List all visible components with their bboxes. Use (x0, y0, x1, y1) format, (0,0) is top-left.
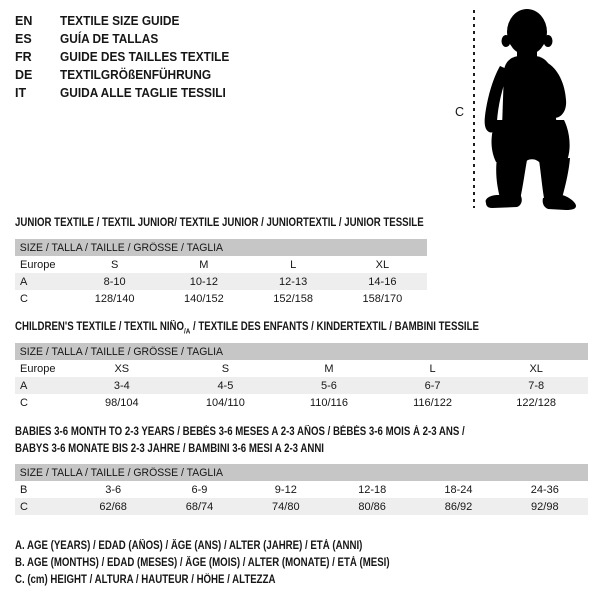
footnote-c: C. (cm) HEIGHT / ALTURA / HAUTEUR / HÖHE / ALTEZZA (15, 574, 276, 586)
table-row (15, 377, 588, 394)
language-code: EN (15, 14, 33, 28)
baby-silhouette-icon (482, 8, 582, 212)
children-section-title (15, 319, 567, 339)
row-label: Europe (20, 362, 56, 375)
children-size-table (15, 343, 588, 411)
junior-size-table (15, 239, 427, 307)
height-measure-label: C (455, 105, 465, 119)
height-measure-line (473, 10, 475, 208)
size-cell: 4-5 (217, 379, 234, 392)
size-cell: L (290, 258, 297, 271)
table-row (15, 498, 588, 515)
size-cell: M (199, 258, 209, 271)
babies-section-title (15, 424, 550, 458)
size-cell: XL (375, 258, 390, 271)
row-label: A (20, 379, 28, 392)
language-row-de (15, 66, 238, 84)
language-label: TEXTILE SIZE GUIDE (60, 14, 180, 28)
size-cell: 5-6 (321, 379, 337, 392)
size-cell: 6-9 (191, 483, 208, 496)
size-cell: 140/152 (183, 292, 224, 305)
language-label: TEXTILGRÖßENFÜHRUNG (60, 68, 212, 82)
size-header-band (15, 239, 427, 256)
size-cell: 152/158 (273, 292, 313, 305)
size-cell: XS (114, 362, 130, 375)
language-code: FR (15, 50, 32, 64)
footnotes (15, 538, 461, 589)
size-header-text: SIZE / TALLA / TAILLE / GRÖSSE / TAGLIA (19, 466, 224, 479)
size-cell: 8-10 (103, 275, 126, 288)
size-cell: 86/92 (444, 500, 473, 513)
babies-size-table (15, 464, 588, 515)
size-header-text: SIZE / TALLA / TAILLE / GRÖSSE / TAGLIA (19, 345, 224, 358)
row-label: C (20, 396, 28, 409)
language-label: GUIDA ALLE TAGLIE TESSILI (60, 86, 226, 100)
size-cell: XL (529, 362, 543, 375)
language-row-fr (15, 48, 238, 66)
size-cell: 12-18 (358, 483, 387, 496)
language-header (15, 12, 238, 102)
size-cell: 9-12 (274, 483, 297, 496)
language-label: GUÍA DE TALLAS (60, 32, 159, 46)
language-row-it (15, 84, 238, 102)
children-title-post: / TEXTILE DES ENFANTS / KINDERTEXTIL / BAMBINI TESSILE (190, 321, 479, 333)
size-cell: 6-7 (424, 379, 441, 392)
size-cell: 3-4 (113, 379, 130, 392)
language-label: GUIDE DES TAILLES TEXTILE (60, 50, 230, 64)
children-title-text (15, 319, 479, 339)
babies-title-line1: BABIES 3-6 MONTH TO 2-3 YEARS / BEBÉS 3-6 MESES A 2-3 AÑOS / BÉBÉS 3-6 MOIS À 2-3 ANS / (15, 426, 465, 438)
language-code: IT (15, 86, 27, 100)
language-row-en (15, 12, 238, 30)
babies-title-line2: BABYS 3-6 MONATE BIS 2-3 JAHRE / BAMBINI 3-6 MESI A 2-3 ANNI (15, 443, 324, 455)
size-cell: 98/104 (104, 396, 139, 409)
size-cell: 128/140 (94, 292, 135, 305)
table-row (15, 290, 427, 307)
children-title-sub: /A (184, 326, 191, 336)
children-title-pre: CHILDREN'S TEXTILE / TEXTIL NIÑO (15, 321, 185, 333)
size-cell: 80/86 (358, 500, 386, 513)
size-cell: 110/116 (309, 396, 349, 409)
size-header-band (15, 343, 588, 360)
table-row (15, 360, 588, 377)
size-cell: 10-12 (189, 275, 218, 288)
size-cell: 3-6 (105, 483, 122, 496)
size-cell: 62/68 (99, 500, 127, 513)
size-cell: 14-16 (368, 275, 397, 288)
language-row-es (15, 30, 238, 48)
size-cell: 74/80 (272, 500, 300, 513)
language-code: DE (15, 68, 33, 82)
table-row (15, 481, 588, 498)
table-row (15, 394, 588, 411)
row-label: C (20, 500, 28, 513)
size-cell: 68/74 (185, 500, 214, 513)
size-header-band (15, 464, 588, 481)
size-cell: S (110, 258, 119, 271)
row-label: A (20, 275, 28, 288)
size-cell: 92/98 (531, 500, 559, 513)
size-cell: M (324, 362, 334, 375)
table-row (15, 256, 427, 273)
size-cell: 7-8 (528, 379, 545, 392)
size-cell: 122/128 (516, 396, 557, 409)
footnote-b: B. AGE (MONTHS) / EDAD (MESES) / ÂGE (MOIS) / ALTER (MONATE) / ETÀ (MESI) (15, 557, 390, 569)
size-cell: L (429, 362, 436, 375)
size-cell: 116/122 (413, 396, 453, 409)
size-cell: 18-24 (444, 483, 473, 496)
size-cell: 104/110 (205, 396, 245, 409)
junior-title-text: JUNIOR TEXTILE / TEXTIL JUNIOR/ TEXTILE JUNIOR / JUNIORTEXTIL / JUNIOR TESSILE (15, 217, 424, 229)
junior-section-title (15, 215, 501, 232)
size-cell: 12-13 (279, 275, 308, 288)
size-cell: S (221, 362, 230, 375)
footnote-a: A. AGE (YEARS) / EDAD (AÑOS) / ÂGE (ANS) / ALTER (JAHRE) / ETÀ (ANNI) (15, 540, 363, 552)
size-header-text: SIZE / TALLA / TAILLE / GRÖSSE / TAGLIA (19, 241, 224, 254)
row-label: Europe (20, 258, 56, 271)
size-cell: 24-36 (530, 483, 559, 496)
language-code: ES (15, 32, 32, 46)
size-cell: 158/170 (362, 292, 403, 305)
row-label: B (20, 483, 28, 496)
table-row (15, 273, 427, 290)
row-label: C (20, 292, 28, 305)
